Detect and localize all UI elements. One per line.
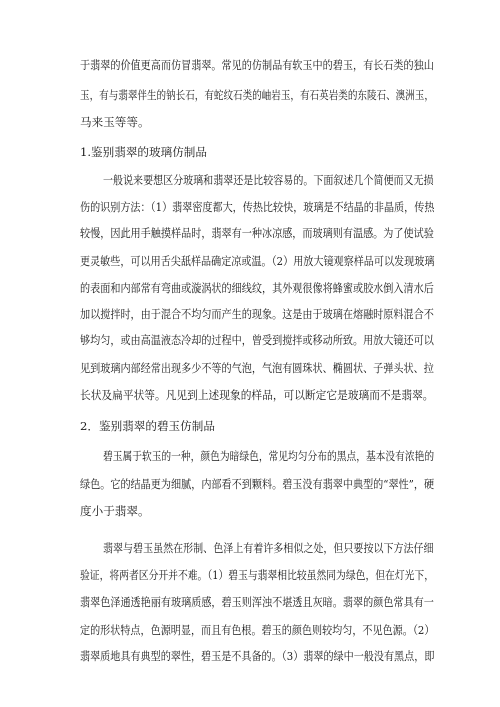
text-line: 马来玉等等。 xyxy=(80,115,150,129)
text-line: 玉，有与翡翠伴生的钠长石，有蛇纹石类的岫岩玉，有石英岩类的东陵石、澳洲玉， xyxy=(80,88,434,102)
text-line: 翡翠色泽通透艳丽有玻璃质感，碧玉则浑浊不堪透且灰暗。翡翠的颜色常具有一 xyxy=(80,595,434,609)
text-line: 更灵敏些，可以用舌尖舐样品确定凉或温。（2）用放大镜观察样品可以发现玻璃 xyxy=(80,254,435,268)
section-heading: 1.鉴别翡翠的玻璃仿制品 xyxy=(80,145,207,159)
text-line: 于翡翠的价值更高而仿冒翡翠。常见的仿制品有软玉中的碧玉，有长石类的独山 xyxy=(80,58,434,72)
text-line: 绿色。它的结晶更为细腻，内部看不到颗料。碧玉没有翡翠中典型的“翠性”，硬 xyxy=(80,477,435,491)
text-line: 见到玻璃内部经常出现多少不等的气泡，气泡有圆珠状、椭圆状、子弹头状、拉 xyxy=(80,361,434,375)
text-line: 碧玉属于软玉的一种，颜色为暗绿色，常见均匀分布的黑点，基本没有浓艳的 xyxy=(103,449,435,463)
text-line: 验证，将两者区分开并不难。（1）碧玉与翡翠相比较虽然同为绿色，但在灯光下， xyxy=(80,568,435,582)
text-line: 翡翠质地具有典型的翠性，碧玉是不具备的。（3）翡翠的绿中一般没有黑点，即 xyxy=(80,649,435,663)
text-line: 长状及扁平状等。凡见到上述现象的样品，可以断定它是玻璃而不是翡翠。 xyxy=(80,388,434,402)
text-line: 定的形状特点，色源明显，而且有色根。碧玉的颜色则较均匀，不见色源。（2） xyxy=(80,623,435,637)
text-line: 加以搅拌时，由于混合不均匀而产生的现象。这是由于玻璃在熔融时原料混合不 xyxy=(80,307,434,321)
text-line: 的表面和内部常有弯曲或漩涡状的细线纹，其外观很像将蜂蜜或胶水倒入清水后 xyxy=(80,281,434,295)
text-line: 翡翠与碧玉虽然在形制、色泽上有着许多相似之处，但只要按以下方法仔细 xyxy=(103,541,434,555)
text-line: 够均匀，或由高温液态冷却的过程中，曾受到搅拌或移动所致。用放大镜还可以 xyxy=(80,333,434,347)
text-line: 较慢，因此用手触摸样品时，翡翠有一种冰凉感，而玻璃则有温感。为了使试验 xyxy=(80,226,434,240)
text-line: 度小于翡翠。 xyxy=(80,504,150,518)
text-line: 一般说来要想区分玻璃和翡翠还是比较容易的。下面叙述几个简便而又无损 xyxy=(103,173,434,187)
section-heading: 2．鉴别翡翠的碧玉仿制品 xyxy=(80,419,215,433)
text-line: 伤的识别方法：（1）翡翠密度都大，传热比较快，玻璃是不结晶的非晶质，传热 xyxy=(80,200,435,214)
